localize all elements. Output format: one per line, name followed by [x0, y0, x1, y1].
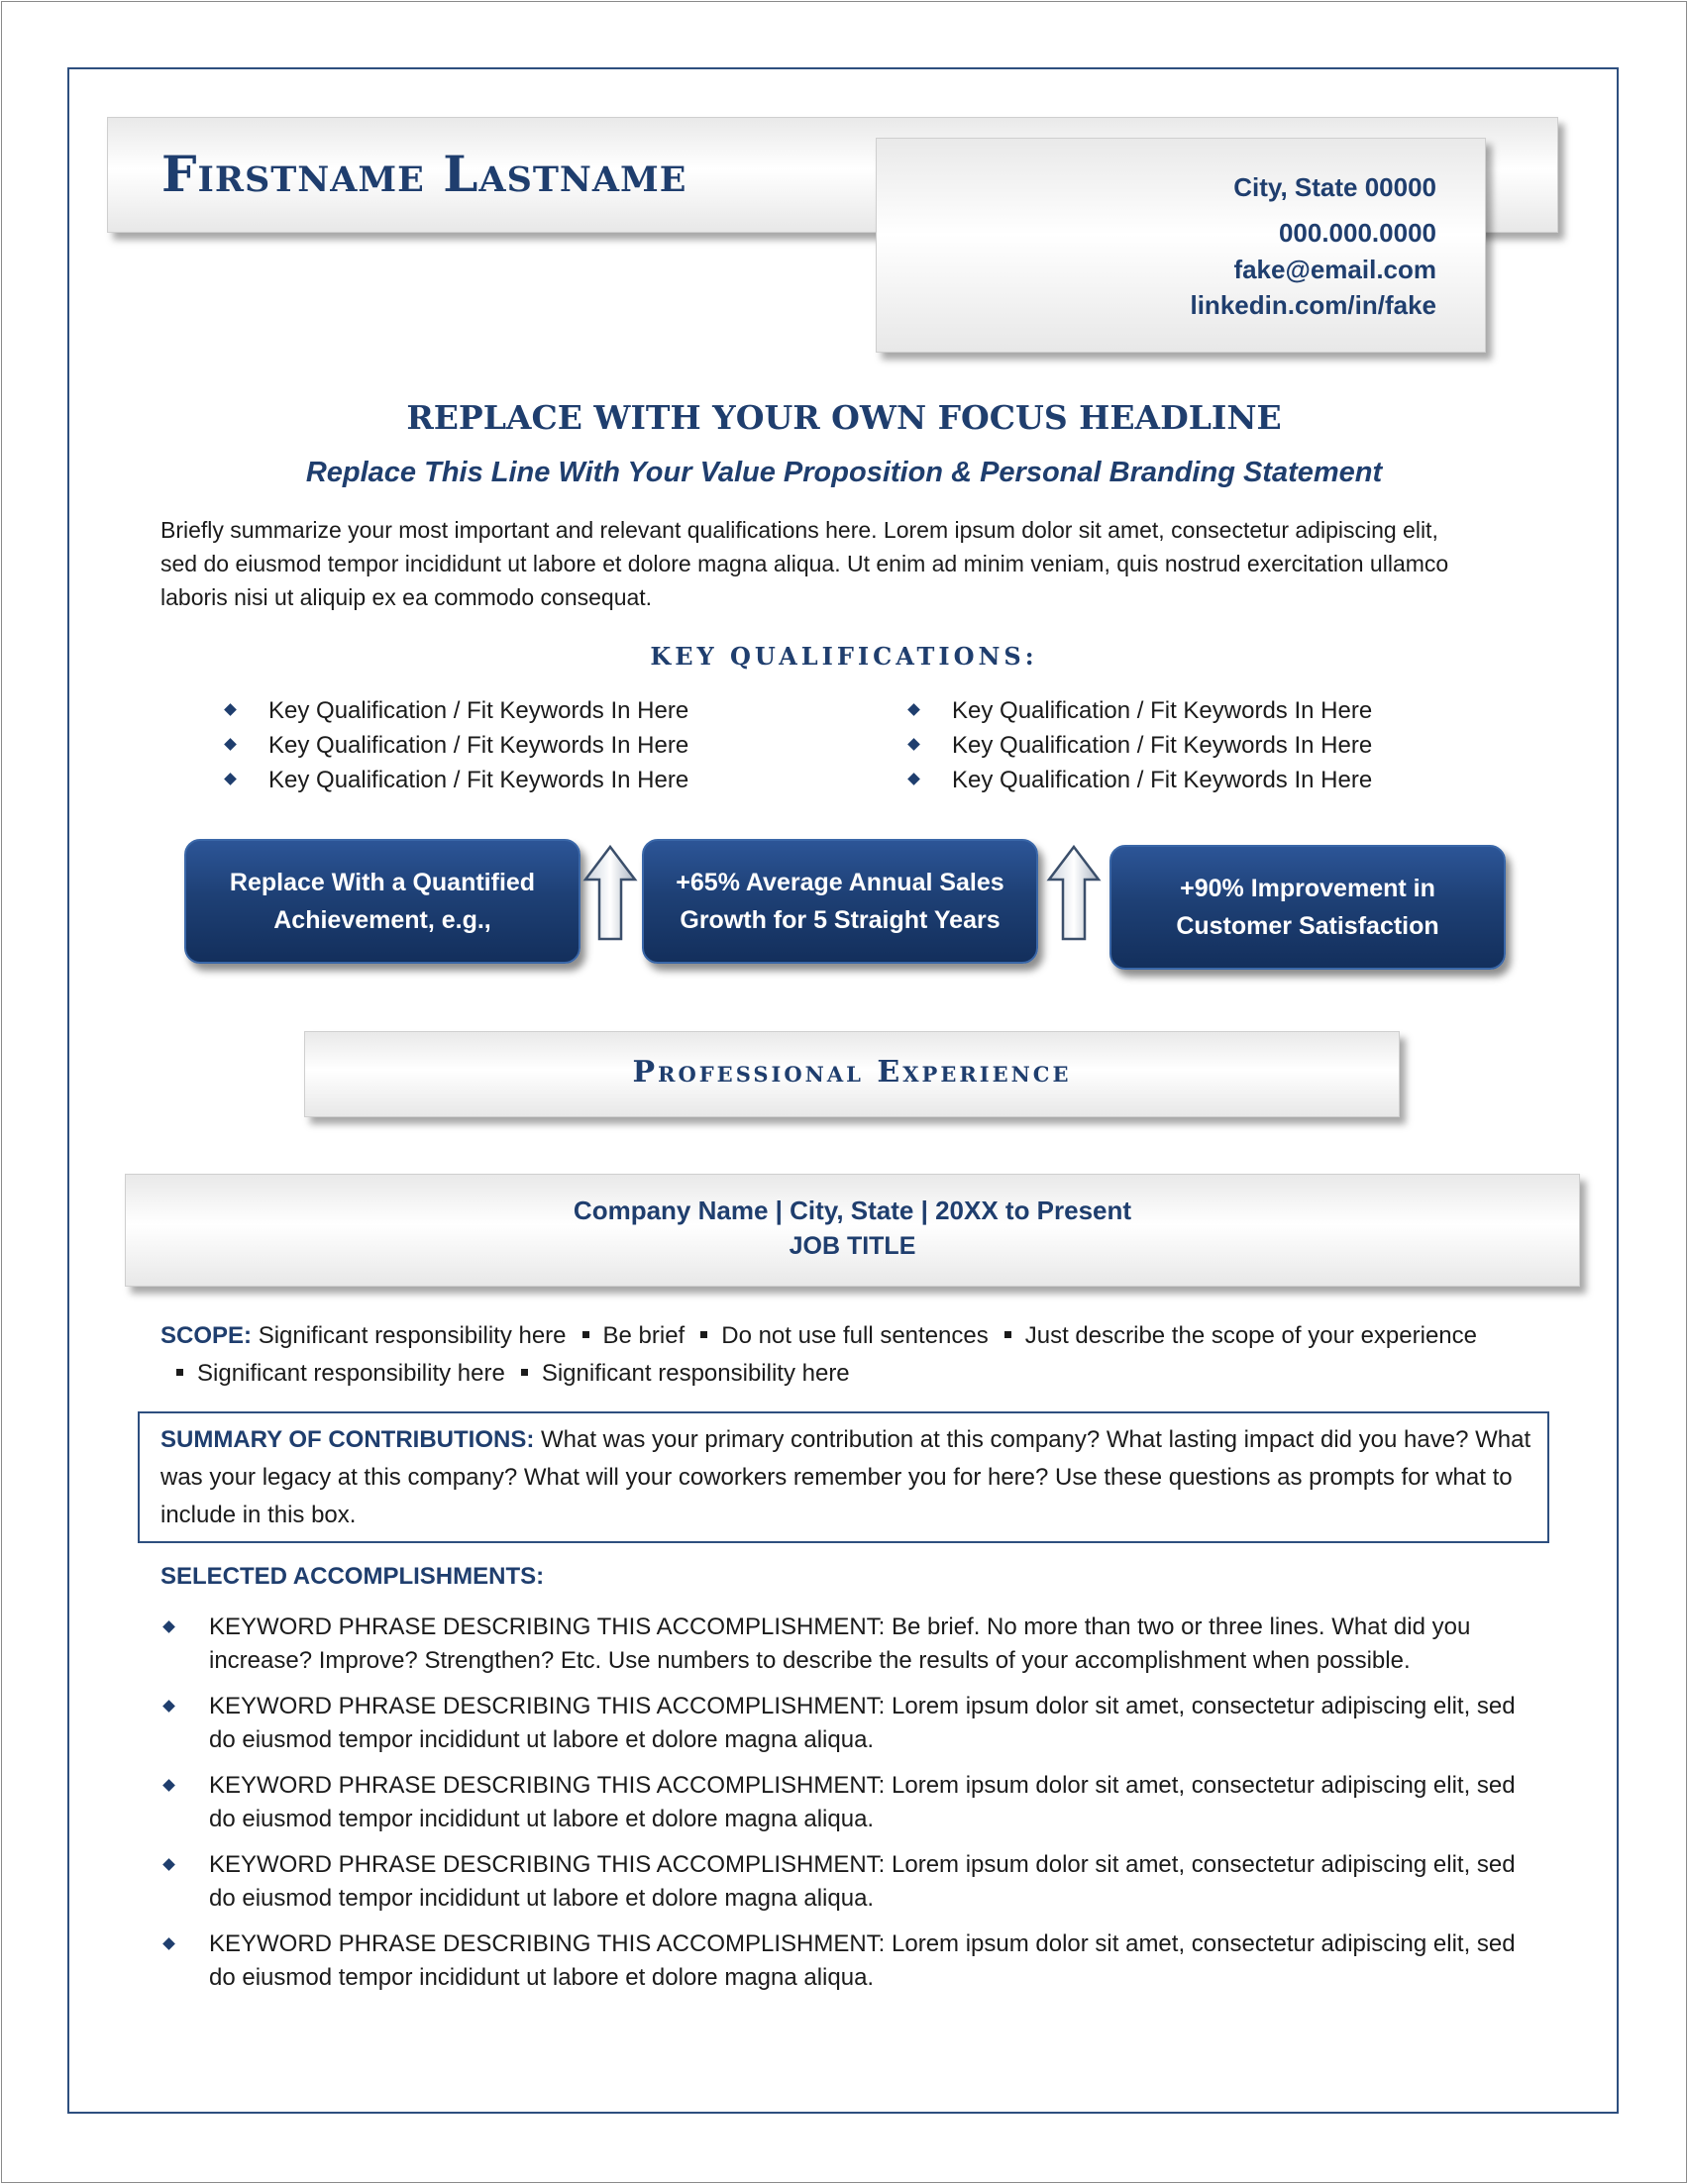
- achievement-box: [642, 839, 1038, 964]
- contact-location: City, State 00000: [1233, 172, 1436, 202]
- list-item: [226, 730, 688, 765]
- list-item: [160, 1927, 1537, 2007]
- diamond-bullet-icon: [162, 1700, 175, 1713]
- scope-item: Significant responsibility here: [258, 1322, 567, 1349]
- diamond-bullet-icon: [907, 738, 920, 751]
- scope-item: Do not use full sentences: [721, 1322, 989, 1349]
- qualifications-left-list: [226, 695, 688, 799]
- job-title: JOB TITLE: [789, 1232, 916, 1260]
- qualification-text: Key Qualification / Fit Keywords In Here: [952, 732, 1373, 759]
- contact-linkedin: linkedin.com/in/fake: [1190, 290, 1436, 320]
- square-bullet-icon: [521, 1369, 528, 1376]
- qualification-text: Key Qualification / Fit Keywords In Here: [268, 767, 689, 793]
- experience-section-title: Professional Experience: [632, 1055, 1072, 1090]
- candidate-name: Firstname Lastname: [161, 145, 687, 203]
- qualification-text: Key Qualification / Fit Keywords In Here: [268, 732, 689, 759]
- up-arrow-icon: [1046, 844, 1102, 943]
- square-bullet-icon: [1004, 1331, 1011, 1338]
- contact-email: fake@email.com: [1233, 255, 1436, 284]
- key-qualifications-heading: KEY QUALIFICATIONS:: [650, 642, 1038, 671]
- diamond-bullet-icon: [162, 1620, 175, 1633]
- qualification-text: Key Qualification / Fit Keywords In Here: [952, 697, 1373, 724]
- up-arrow-icon: [582, 844, 638, 943]
- list-item: [909, 765, 1372, 799]
- diamond-bullet-icon: [162, 1858, 175, 1871]
- achievement-box: [1109, 845, 1506, 970]
- contributions-text: What was your primary contribution at this company? What lasting impact did you have? What was your legacy at this company? What will your coworkers remember you for here? Use these questions as prompts for what to include in this box.: [160, 1426, 1531, 1528]
- diamond-bullet-icon: [907, 773, 920, 785]
- focus-headline: REPLACE WITH YOUR OWN FOCUS HEADLINE: [406, 398, 1282, 437]
- accomplishments-list: [160, 1611, 1537, 2007]
- list-item: [160, 1769, 1537, 1848]
- scope-item: Significant responsibility here: [541, 1360, 850, 1387]
- contributions-label: SUMMARY OF CONTRIBUTIONS:: [160, 1426, 535, 1453]
- company-banner: [125, 1174, 1580, 1287]
- diamond-bullet-icon: [162, 1937, 175, 1950]
- square-bullet-icon: [700, 1331, 707, 1338]
- qualification-text: Key Qualification / Fit Keywords In Here: [952, 767, 1373, 793]
- scope-item: Just describe the scope of your experience: [1024, 1322, 1477, 1349]
- accomplishment-text: KEYWORD PHRASE DESCRIBING THIS ACCOMPLISHMENT: Lorem ipsum dolor sit amet, consectetur adipiscing elit, sed do eiusmod tempor incididunt ut labore et dolore magna aliqua.: [209, 1851, 1516, 1912]
- diamond-bullet-icon: [224, 703, 237, 716]
- diamond-bullet-icon: [224, 773, 237, 785]
- list-item: [226, 765, 688, 799]
- list-item: [160, 1848, 1537, 1927]
- summary-paragraph: Briefly summarize your most important and relevant qualifications here. Lorem ipsum dolor sit amet, consectetur adipiscing elit, sed do eiusmod tempor incididunt ut labore et dolore magna aliqua. Ut enim ad minim veniam, quis nostrud exercitation ullamco laboris nisi ut aliquip ex ea commodo consequat.: [160, 517, 1449, 610]
- list-item: [160, 1690, 1537, 1769]
- scope-label: SCOPE:: [160, 1322, 253, 1349]
- accomplishment-text: KEYWORD PHRASE DESCRIBING THIS ACCOMPLISHMENT: Be brief. No more than two or three lines. What did you increase? Improve? Strengthen? Etc. Use numbers to describe the results of your accomplishment when possible.: [209, 1613, 1471, 1674]
- accomplishments-heading: SELECTED ACCOMPLISHMENTS:: [160, 1563, 545, 1590]
- value-proposition: Replace This Line With Your Value Proposition & Personal Branding Statement: [305, 457, 1383, 488]
- qualification-text: Key Qualification / Fit Keywords In Here: [268, 697, 689, 724]
- diamond-bullet-icon: [162, 1779, 175, 1792]
- scope-item: Be brief: [602, 1322, 686, 1349]
- list-item: [909, 695, 1372, 730]
- list-item: [909, 730, 1372, 765]
- list-item: [226, 695, 688, 730]
- company-line: Company Name | City, State | 20XX to Present: [573, 1196, 1132, 1225]
- square-bullet-icon: [582, 1331, 589, 1338]
- achievement-box: [184, 839, 580, 964]
- contributions-paragraph: [160, 1421, 1535, 1534]
- scope-item: Significant responsibility here: [197, 1360, 505, 1387]
- accomplishment-text: KEYWORD PHRASE DESCRIBING THIS ACCOMPLISHMENT: Lorem ipsum dolor sit amet, consectetur adipiscing elit, sed do eiusmod tempor incididunt ut labore et dolore magna aliqua.: [209, 1772, 1516, 1832]
- scope-paragraph: [160, 1317, 1478, 1393]
- contact-phone: 000.000.0000: [1278, 218, 1436, 248]
- accomplishment-text: KEYWORD PHRASE DESCRIBING THIS ACCOMPLISHMENT: Lorem ipsum dolor sit amet, consectetur adipiscing elit, sed do eiusmod tempor incididunt ut labore et dolore magna aliqua.: [209, 1693, 1516, 1753]
- achievement-text: +65% Average Annual Sales Growth for 5 Straight Years: [676, 869, 1004, 934]
- accomplishment-text: KEYWORD PHRASE DESCRIBING THIS ACCOMPLISHMENT: Lorem ipsum dolor sit amet, consectetur adipiscing elit, sed do eiusmod tempor incididunt ut labore et dolore magna aliqua.: [209, 1930, 1516, 1991]
- square-bullet-icon: [176, 1369, 183, 1376]
- achievement-text: +90% Improvement in Customer Satisfaction: [1176, 875, 1439, 940]
- qualifications-right-list: [909, 695, 1372, 799]
- diamond-bullet-icon: [907, 703, 920, 716]
- list-item: [160, 1611, 1537, 1690]
- diamond-bullet-icon: [224, 738, 237, 751]
- achievement-text: Replace With a Quantified Achievement, e.g.,: [229, 869, 536, 934]
